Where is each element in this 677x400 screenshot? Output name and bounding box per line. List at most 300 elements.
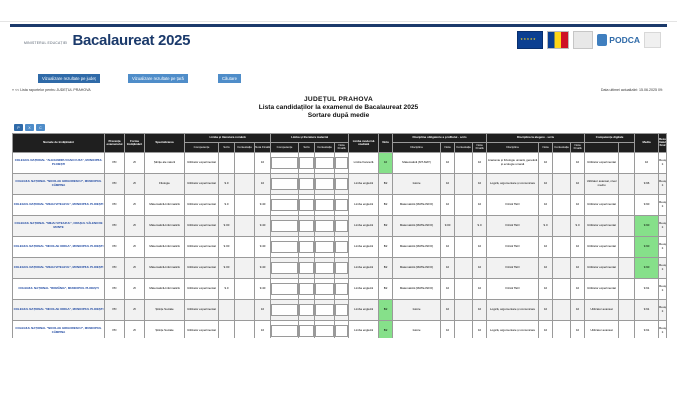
cell-final-result: Reușit xyxy=(659,299,667,320)
cell-specialization: Științe Sociale xyxy=(145,299,185,320)
cell-ro-written xyxy=(219,152,235,173)
cell-digital-competences: Utilizator experimentat xyxy=(585,215,619,236)
cell-mandatory-final: 10 xyxy=(473,194,487,215)
cell-digital-competences: Utilizator avansat xyxy=(585,320,619,338)
cell-school[interactable]: COLEGIUL NAȚIONAL "NICOLAE GRIGORESCU", MUNICIPIUL CÂMPINA xyxy=(13,320,105,338)
th-ro-contestation: Contestație xyxy=(235,143,255,153)
logo-strip xyxy=(517,31,661,49)
podca-mark-icon xyxy=(597,34,607,46)
cell-elective-note: 10 xyxy=(539,173,553,194)
cell-ro-final: 9.40 xyxy=(255,215,271,236)
cell-mandatory-contestation xyxy=(455,257,473,278)
th-school[interactable]: Numele de învățământ xyxy=(13,134,105,153)
cell-language-note: 10 xyxy=(379,152,393,173)
cell-presence: PD xyxy=(105,278,125,299)
cell-presence: PD xyxy=(105,257,125,278)
cell-presence: PD xyxy=(105,194,125,215)
cell-ro-written: 9.00 xyxy=(219,236,235,257)
gov-romania-logo xyxy=(547,31,569,49)
cell-final-result: Reușit xyxy=(659,320,667,338)
th-ro-competences: Competențe xyxy=(185,143,219,153)
cell-elective-subject: Logică, argumentare și comunicare xyxy=(487,320,539,338)
cell-average: 9.90 xyxy=(635,257,659,278)
table-body xyxy=(13,152,667,338)
cell-ro-contestation xyxy=(235,173,255,194)
th-mand-subject: Disciplina xyxy=(393,143,441,153)
cell-ro-competences: Utilizator experimentat xyxy=(185,278,219,299)
th-form[interactable]: Forma învățământ xyxy=(125,134,145,153)
cell-specialization: Științe Sociale xyxy=(145,320,185,338)
table-row[interactable] xyxy=(13,236,667,257)
cell-mandatory-subject: Matematică (MT-MAT) xyxy=(393,152,441,173)
cell-nat-contestation xyxy=(315,215,335,236)
cell-final-result: Reușit xyxy=(659,278,667,299)
cell-digital-competences: Utilizator avansat xyxy=(585,299,619,320)
page-footer xyxy=(12,391,667,392)
cell-ro-final: 10 xyxy=(255,173,271,194)
cell-mandatory-note: 10 xyxy=(441,299,455,320)
cell-mandatory-final: 10 xyxy=(473,299,487,320)
cell-final-result: Reușit xyxy=(659,236,667,257)
cell-elective-final: 10 xyxy=(571,173,585,194)
cell-presence: PD xyxy=(105,236,125,257)
cell-elective-final: 10 xyxy=(571,278,585,299)
cell-elective-subject: Fizică TEO xyxy=(487,194,539,215)
cell-digital-competences: Utilizator experimentat xyxy=(585,152,619,173)
cell-modern-language: Limba engleză xyxy=(349,320,379,338)
cell-elective-contestation xyxy=(553,194,571,215)
cell-elective-note: 10 xyxy=(539,194,553,215)
th-ro-final: Nota Finală xyxy=(255,143,271,153)
cell-elective-note: 10 xyxy=(539,152,553,173)
cell-nat-final xyxy=(335,236,349,257)
cell-nat-competences xyxy=(271,299,299,320)
th-digital-extra xyxy=(619,143,635,153)
cell-nat-competences xyxy=(271,215,299,236)
cell-nat-contestation xyxy=(315,173,335,194)
cell-school[interactable]: COLEGIUL NAȚIONAL "ROMÂNIA", MUNICIPIUL PLOIEȘTI xyxy=(13,278,105,299)
cell-school[interactable]: COLEGIUL NAȚIONAL "MIHAI VITEAZUL", MUNICIPIUL PLOIEȘTI xyxy=(13,257,105,278)
cell-specialization: Matematică-Informatică xyxy=(145,194,185,215)
cell-final-result: Reușit xyxy=(659,215,667,236)
cell-ro-final: 9.40 xyxy=(255,257,271,278)
cell-elective-note: 10 xyxy=(539,236,553,257)
cell-digital-competences: Utilizator experimentat xyxy=(585,236,619,257)
cell-average: 9.90 xyxy=(635,236,659,257)
cell-elective-subject: Fizică TEO xyxy=(487,257,539,278)
cell-mandatory-contestation xyxy=(455,236,473,257)
cell-ro-final: 9.40 xyxy=(255,194,271,215)
cell-nat-contestation xyxy=(315,194,335,215)
table-row[interactable] xyxy=(13,215,667,236)
last-update-text: Data ultimei actualizări: 15.06.2025 09: xyxy=(600,88,663,92)
cell-mandatory-final: 10 xyxy=(473,173,487,194)
cell-mandatory-final: 10 xyxy=(473,152,487,173)
cell-nat-competences xyxy=(271,152,299,173)
cell-ro-contestation xyxy=(235,257,255,278)
cell-form: ZI xyxy=(125,299,145,320)
cell-digital-extra xyxy=(619,173,635,194)
th-digital-level xyxy=(585,143,619,153)
th-average[interactable]: Media xyxy=(635,134,659,153)
cell-digital-extra xyxy=(619,194,635,215)
cell-mandatory-final: 10 xyxy=(473,236,487,257)
cell-ro-written xyxy=(219,299,235,320)
report-title: Lista candidaților la examenul de Bacalaureat 2025 xyxy=(258,104,419,111)
th-mand-final: Nota Finală xyxy=(473,143,487,153)
cell-nat-contestation xyxy=(315,299,335,320)
cell-form: ZI xyxy=(125,257,145,278)
cell-ro-final: 9.40 xyxy=(255,278,271,299)
cell-nat-final xyxy=(335,257,349,278)
cell-form: ZI xyxy=(125,152,145,173)
cell-ro-competences: Utilizator experimentat xyxy=(185,299,219,320)
cell-modern-language: Limba franceză xyxy=(349,152,379,173)
cell-form: ZI xyxy=(125,236,145,257)
cell-elective-contestation xyxy=(553,257,571,278)
cell-language-note: B2 xyxy=(379,194,393,215)
cell-specialization: Științe ale naturii xyxy=(145,152,185,173)
th-mand-contestation: Contestație xyxy=(455,143,473,153)
cell-digital-extra xyxy=(619,320,635,338)
cell-modern-language: Limba engleză xyxy=(349,215,379,236)
cell-average: 9.90 xyxy=(635,215,659,236)
cell-ro-competences: Utilizator experimentat xyxy=(185,257,219,278)
cell-average: 9.91 xyxy=(635,320,659,338)
cell-language-note: B2 xyxy=(379,257,393,278)
th-elective-group[interactable]: Disciplina la alegere - scris xyxy=(487,134,585,143)
cell-elective-final: 10 xyxy=(571,236,585,257)
cell-mandatory-contestation xyxy=(455,215,473,236)
cell-ro-contestation xyxy=(235,215,255,236)
th-presence[interactable]: Prezența examenului xyxy=(105,134,125,153)
th-mand-note: Nota xyxy=(441,143,455,153)
cell-nat-final xyxy=(335,278,349,299)
cell-form: ZI xyxy=(125,215,145,236)
cell-modern-language: Limba engleză xyxy=(349,278,379,299)
cell-ro-competences: Utilizator experimentat xyxy=(185,173,219,194)
county-title: JUDEȚUL PRAHOVA xyxy=(303,96,374,103)
cell-mandatory-note: 10 xyxy=(441,320,455,338)
cell-modern-language: Limba engleză xyxy=(349,257,379,278)
cell-elective-contestation xyxy=(553,215,571,236)
cell-elective-final: 10 xyxy=(571,299,585,320)
cell-digital-competences: Utilizator experimentat xyxy=(585,257,619,278)
cell-elective-subject: Fizică TEO xyxy=(487,236,539,257)
cell-modern-language: Limba engleză xyxy=(349,194,379,215)
site-header xyxy=(10,24,667,74)
cell-ro-written: 9.00 xyxy=(219,215,235,236)
cell-ro-competences: Utilizator experimentat xyxy=(185,194,219,215)
cell-specialization: Matematică-Informatică xyxy=(145,215,185,236)
site-title: Bacalaureat 2025 xyxy=(72,32,191,49)
cell-mandatory-note: 10 xyxy=(441,278,455,299)
cell-mandatory-final: 10 xyxy=(473,320,487,338)
cell-language-note: B2 xyxy=(379,299,393,320)
cell-mandatory-contestation xyxy=(455,320,473,338)
cell-average: 9.91 xyxy=(635,278,659,299)
cell-final-result: Reușit xyxy=(659,257,667,278)
cell-ro-written: 9.0 xyxy=(219,278,235,299)
th-elec-note: Nota xyxy=(539,143,553,153)
th-mandatory-group[interactable]: Disciplina obligatorie a profilului - scris xyxy=(393,134,487,143)
th-final-result[interactable]: Rezultatul final xyxy=(659,134,667,153)
cell-nat-final xyxy=(335,299,349,320)
cell-average: 9.90 xyxy=(635,194,659,215)
cell-ro-written xyxy=(219,320,235,338)
cell-mandatory-final: 10 xyxy=(473,278,487,299)
cell-nat-written xyxy=(299,320,315,338)
cell-ro-written: 9.00 xyxy=(219,257,235,278)
cell-elective-subject: Fizică TEO xyxy=(487,215,539,236)
cell-elective-final: 10 xyxy=(571,194,585,215)
cell-elective-contestation xyxy=(553,236,571,257)
cell-digital-competences: Utilizator experimentat xyxy=(585,278,619,299)
cell-nat-competences xyxy=(271,236,299,257)
cell-ro-written: 9.0 xyxy=(219,173,235,194)
cell-ro-final: 10 xyxy=(255,299,271,320)
cell-ro-contestation xyxy=(235,152,255,173)
cell-presence: PD xyxy=(105,152,125,173)
cell-final-result: Reușit xyxy=(659,194,667,215)
cell-elective-note: 10 xyxy=(539,320,553,338)
cell-average: 10 xyxy=(635,152,659,173)
th-nat-competences: Competențe xyxy=(271,143,299,153)
cell-nat-contestation xyxy=(315,152,335,173)
table-row[interactable] xyxy=(13,173,667,194)
cell-elective-final: 9.0 xyxy=(571,215,585,236)
cell-mandatory-note: 10 xyxy=(441,173,455,194)
cell-ro-contestation xyxy=(235,320,255,338)
misc-logo xyxy=(644,32,661,48)
cell-elective-contestation xyxy=(553,152,571,173)
cell-mandatory-final: 10 xyxy=(473,257,487,278)
podca-label: PODCA xyxy=(609,35,640,45)
cell-form: ZI xyxy=(125,320,145,338)
th-nat-contestation: Contestație xyxy=(315,143,335,153)
cell-digital-extra xyxy=(619,257,635,278)
cell-presence: PD xyxy=(105,320,125,338)
cell-digital-competences: Utilizator experimentat xyxy=(585,194,619,215)
cell-presence: PD xyxy=(105,173,125,194)
cell-ro-competences: Utilizator experimentat xyxy=(185,236,219,257)
export-pdf-button[interactable]: P xyxy=(14,124,23,131)
cell-specialization: Matematică-Informatică xyxy=(145,278,185,299)
cell-mandatory-contestation xyxy=(455,194,473,215)
cell-language-note: B2 xyxy=(379,320,393,338)
th-native-group[interactable]: Limba și literatura maternă xyxy=(271,134,349,143)
th-romanian-group[interactable]: Limba și literatura română xyxy=(185,134,271,143)
cell-nat-competences xyxy=(271,173,299,194)
cell-school[interactable]: COLEGIUL NAȚIONAL "NICOLAE IORGA", MUNICIPIUL PLOIEȘTI xyxy=(13,299,105,320)
podca-logo xyxy=(597,34,640,46)
cell-nat-written xyxy=(299,278,315,299)
cell-nat-final xyxy=(335,152,349,173)
cell-mandatory-subject: Istorie xyxy=(393,320,441,338)
cell-presence: PD xyxy=(105,299,125,320)
th-ro-written: Scris xyxy=(219,143,235,153)
cell-elective-contestation xyxy=(553,173,571,194)
th-elec-contestation: Contestație xyxy=(553,143,571,153)
th-modern-language[interactable]: Limba modernă studiată xyxy=(349,134,379,153)
cell-mandatory-contestation xyxy=(455,173,473,194)
export-csv-button[interactable]: C xyxy=(36,124,45,131)
cell-elective-note: 10 xyxy=(539,278,553,299)
cell-specialization: Filologie xyxy=(145,173,185,194)
cell-nat-written xyxy=(299,299,315,320)
cell-ro-competences: Utilizator experimentat xyxy=(185,152,219,173)
cell-nat-contestation xyxy=(315,320,335,338)
cell-specialization: Matematică-Informatică xyxy=(145,257,185,278)
cell-language-note: B2 xyxy=(379,236,393,257)
cell-specialization: Matematică-Informatică xyxy=(145,236,185,257)
cell-elective-subject: Anatomie și fiziologie umană, genetică și ecologie umană xyxy=(487,152,539,173)
cell-nat-written xyxy=(299,152,315,173)
cell-mandatory-subject: Matematică (MATE-INFO) xyxy=(393,194,441,215)
cell-form: ZI xyxy=(125,194,145,215)
th-elec-final: Nota Finală xyxy=(571,143,585,153)
nav-tabs xyxy=(10,74,667,85)
cell-final-result: Reușit xyxy=(659,152,667,173)
cell-modern-language: Limba engleză xyxy=(349,236,379,257)
ministry-label: MINISTERUL EDUCAȚIEI xyxy=(24,41,68,45)
page-title xyxy=(0,96,677,119)
th-specialization[interactable]: Specializarea xyxy=(145,134,185,153)
th-nat-written: Scris xyxy=(299,143,315,153)
cell-nat-written xyxy=(299,257,315,278)
table-row[interactable] xyxy=(13,278,667,299)
cell-nat-final xyxy=(335,194,349,215)
cell-mandatory-final: 9.0 xyxy=(473,215,487,236)
cell-mandatory-subject: Istorie xyxy=(393,173,441,194)
cell-mandatory-note: 10 xyxy=(441,236,455,257)
cell-elective-final: 10 xyxy=(571,257,585,278)
cell-school[interactable]: COLEGIUL NAȚIONAL "ALEXANDRU IOAN CUZA", MUNICIPIUL PLOIEȘTI xyxy=(13,152,105,173)
cell-mandatory-subject: Istorie xyxy=(393,299,441,320)
cell-digital-extra xyxy=(619,152,635,173)
cell-elective-note: 10 xyxy=(539,257,553,278)
th-elec-subject: Disciplina xyxy=(487,143,539,153)
cell-form: ZI xyxy=(125,173,145,194)
cell-elective-contestation xyxy=(553,320,571,338)
cell-ro-final: 10 xyxy=(255,320,271,338)
cell-elective-subject: Logică, argumentare și comunicare xyxy=(487,299,539,320)
cell-ro-final: 9.40 xyxy=(255,236,271,257)
cell-nat-competences xyxy=(271,194,299,215)
cell-nat-written xyxy=(299,215,315,236)
table-row[interactable] xyxy=(13,152,667,173)
cell-average: 9.91 xyxy=(635,299,659,320)
cell-nat-final xyxy=(335,320,349,338)
cell-ro-competences: Utilizator experimentat xyxy=(185,320,219,338)
tab-results-by-country[interactable]: Vizualizare rezultate pe țară xyxy=(128,74,188,83)
eu-flag-logo xyxy=(517,31,543,49)
export-buttons xyxy=(14,124,45,131)
cell-ro-final: 10 xyxy=(255,152,271,173)
cell-mandatory-subject: Matematică (MATE-INFO) xyxy=(393,215,441,236)
cell-school[interactable]: COLEGIUL NAȚIONAL "MIHAI VITEAZUL", MUNICIPIUL PLOIEȘTI xyxy=(13,194,105,215)
cell-mandatory-subject: Matematică (MATE-INFO) xyxy=(393,278,441,299)
table-row[interactable] xyxy=(13,194,667,215)
cell-language-note: B2 xyxy=(379,278,393,299)
sea-logo xyxy=(573,31,593,49)
tab-results-by-county[interactable]: Vizualizare rezultate pe județ xyxy=(38,74,100,83)
cell-mandatory-note: 9.00 xyxy=(441,215,455,236)
browser-top-bar xyxy=(0,0,677,22)
cell-language-note: B2 xyxy=(379,215,393,236)
cell-elective-final: 10 xyxy=(571,152,585,173)
cell-modern-language: Limba engleză xyxy=(349,299,379,320)
cell-mandatory-note: 10 xyxy=(441,194,455,215)
cell-nat-contestation xyxy=(315,236,335,257)
table-row[interactable] xyxy=(13,257,667,278)
cell-mandatory-note: 10 xyxy=(441,152,455,173)
cell-elective-final: 10 xyxy=(571,320,585,338)
cell-digital-competences: Utilizator avansat, nivel mediu xyxy=(585,173,619,194)
results-table-container[interactable] xyxy=(12,133,667,338)
export-excel-button[interactable]: X xyxy=(25,124,34,131)
cell-mandatory-subject: Matematică (MATE-INFO) xyxy=(393,257,441,278)
cell-school[interactable]: COLEGIUL NAȚIONAL "NICOLAE GRIGORESCU", MUNICIPIUL CÂMPINA xyxy=(13,173,105,194)
table-row[interactable] xyxy=(13,299,667,320)
table-row[interactable] xyxy=(13,320,667,338)
table-header xyxy=(13,134,667,153)
cell-nat-written xyxy=(299,236,315,257)
cell-nat-competences xyxy=(271,257,299,278)
cell-elective-subject: Fizică TEO xyxy=(487,278,539,299)
cell-form: ZI xyxy=(125,278,145,299)
tab-search[interactable]: Căutare xyxy=(218,74,241,83)
cell-ro-contestation xyxy=(235,236,255,257)
cell-digital-extra xyxy=(619,278,635,299)
cell-digital-extra xyxy=(619,215,635,236)
cell-ro-competences: Utilizator experimentat xyxy=(185,215,219,236)
cell-ro-contestation xyxy=(235,194,255,215)
cell-digital-extra xyxy=(619,299,635,320)
cell-elective-contestation xyxy=(553,299,571,320)
sort-subtitle: Sortare după medie xyxy=(307,112,370,119)
cell-nat-final xyxy=(335,215,349,236)
cell-presence: PD xyxy=(105,215,125,236)
cell-nat-written xyxy=(299,173,315,194)
cell-nat-final xyxy=(335,173,349,194)
cell-ro-contestation xyxy=(235,278,255,299)
cell-language-note: B2 xyxy=(379,173,393,194)
cell-mandatory-contestation xyxy=(455,299,473,320)
cell-nat-competences xyxy=(271,278,299,299)
brand-block xyxy=(24,33,190,48)
results-table xyxy=(12,133,667,338)
cell-final-result: Reușit xyxy=(659,173,667,194)
cell-nat-contestation xyxy=(315,257,335,278)
cell-school[interactable]: COLEGIUL NAȚIONAL "MIHAI VITEAZUL", ORAȘUL VĂLENII DE MUNTE xyxy=(13,215,105,236)
th-nat-final: Nota Finală xyxy=(335,143,349,153)
cell-elective-contestation xyxy=(553,278,571,299)
cell-mandatory-contestation xyxy=(455,152,473,173)
breadcrumb[interactable]: « << Lista raportelor pentru JUDEȚUL PRAHOVA xyxy=(12,88,91,92)
cell-mandatory-note: 10 xyxy=(441,257,455,278)
cell-nat-contestation xyxy=(315,278,335,299)
cell-mandatory-subject: Matematică (MATE-INFO) xyxy=(393,236,441,257)
cell-elective-note: 10 xyxy=(539,299,553,320)
cell-nat-competences xyxy=(271,320,299,338)
cell-modern-language: Limba engleză xyxy=(349,173,379,194)
th-note[interactable]: Nota xyxy=(379,134,393,153)
th-digital-competences[interactable]: Competențe digitale xyxy=(585,134,635,143)
cell-ro-written: 9.0 xyxy=(219,194,235,215)
cell-average: 9.96 xyxy=(635,173,659,194)
cell-school[interactable]: COLEGIUL NAȚIONAL "NICOLAE IORGA", MUNICIPIUL PLOIEȘTI xyxy=(13,236,105,257)
